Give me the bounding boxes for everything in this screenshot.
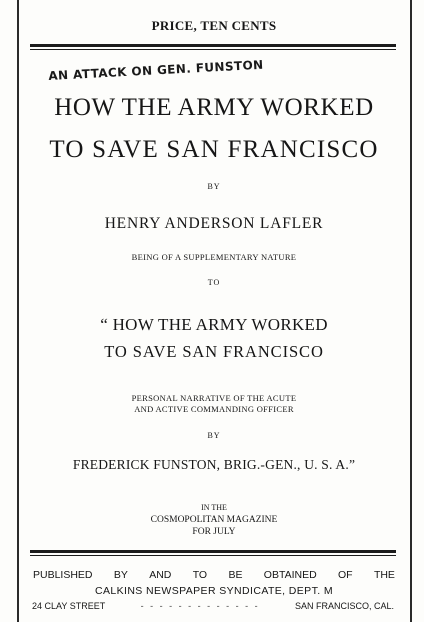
- price-heading: PRICE, TEN CENTS: [151, 18, 277, 33]
- magazine-line-1: IN THE: [201, 503, 227, 512]
- publisher-word: THE: [373, 569, 395, 581]
- publisher-word: OF: [338, 569, 353, 581]
- right-border-line: [410, 0, 412, 622]
- quoted-title-line-1: “ HOW THE ARMY WORKED: [100, 315, 328, 334]
- magazine-line-3: FOR JULY: [192, 527, 236, 537]
- by-label-2: BY: [207, 431, 221, 440]
- publisher-word: PUBLISHED: [33, 569, 93, 581]
- published-by-line: [33, 569, 395, 581]
- publisher-word: TO: [192, 569, 208, 581]
- top-rule-thin: [30, 49, 396, 50]
- top-rule-thick: [30, 44, 396, 47]
- magazine-line-2: COSMOPOLITAN MAGAZINE: [150, 515, 278, 525]
- by-label-1: BY: [207, 182, 221, 191]
- author-name: HENRY ANDERSON LAFLER: [104, 215, 324, 232]
- quoted-title-line-2: TO SAVE SAN FRANCISCO: [104, 342, 324, 361]
- narrative-line-1: PERSONAL NARRATIVE OF THE ACUTE: [131, 393, 297, 403]
- address-leader-dashes: - - - - - - - - - - - - -: [140, 601, 260, 611]
- narrative-line-2: AND ACTIVE COMMANDING OFFICER: [134, 404, 294, 414]
- supplementary-note: BEING OF A SUPPLEMENTARY NATURE: [131, 252, 297, 262]
- main-title-line-1: HOW THE ARMY WORKED: [54, 94, 374, 121]
- bottom-rule-thick: [30, 550, 396, 553]
- funston-byline: FREDERICK FUNSTON, BRIG.-GEN., U. S. A.”: [72, 457, 356, 472]
- publisher-word: OBTAINED: [263, 569, 317, 581]
- main-title-line-2: TO SAVE SAN FRANCISCO: [49, 136, 379, 163]
- to-label: TO: [207, 278, 221, 287]
- bottom-rule-thin: [30, 555, 396, 556]
- rubber-stamp-text: AN ATTACK ON GEN. FUNSTON: [48, 57, 264, 83]
- city-address: SAN FRANCISCO, CAL.: [294, 601, 394, 611]
- publisher-word: AND: [149, 569, 172, 581]
- street-address: 24 CLAY STREET: [32, 601, 106, 611]
- syndicate-name: CALKINS NEWSPAPER SYNDICATE, DEPT. M: [94, 585, 334, 597]
- publisher-word: BY: [113, 569, 128, 581]
- address-line: [32, 601, 394, 611]
- publisher-word: BE: [228, 569, 243, 581]
